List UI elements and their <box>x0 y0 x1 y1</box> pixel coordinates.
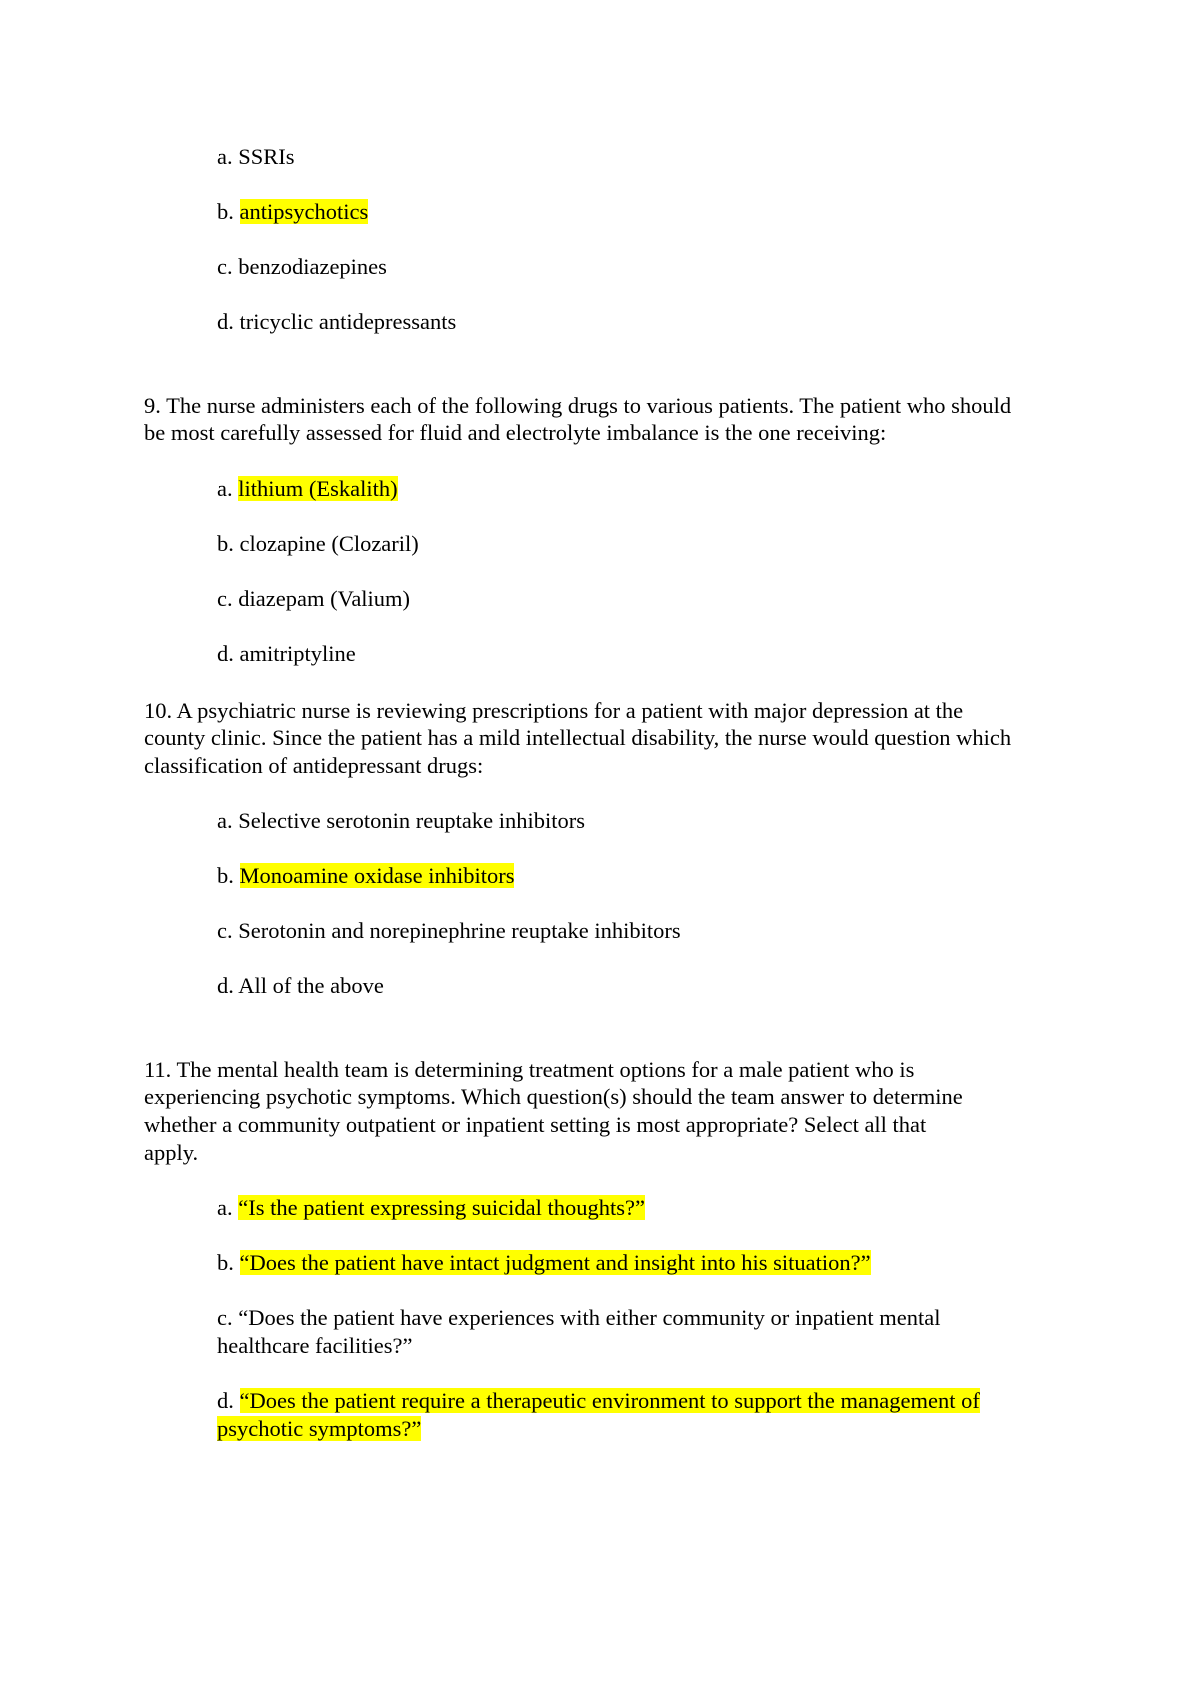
option-label: b. <box>217 1250 234 1275</box>
q8-option-d <box>217 308 456 336</box>
option-text: tricyclic antidepressants <box>239 309 457 334</box>
q11-stem-line-3: whether a community outpatient or inpatient setting is most appropriate? Select all that <box>144 1112 927 1137</box>
q11-option-d-line-2 <box>217 1415 421 1443</box>
q9-option-b <box>217 530 419 558</box>
q8-option-a <box>217 143 295 171</box>
highlighted-answer: Monoamine oxidase inhibitors <box>239 863 515 888</box>
option-text: amitriptyline <box>239 641 356 666</box>
option-text: clozapine (Clozaril) <box>239 531 419 556</box>
option-label: d. <box>217 309 234 334</box>
q9-option-c <box>217 585 410 613</box>
highlighted-answer: antipsychotics <box>239 199 369 224</box>
q11-option-c-line-2: healthcare facilities?” <box>217 1333 413 1358</box>
option-label: d. <box>217 973 234 998</box>
option-text: SSRIs <box>238 144 295 169</box>
q11-option-d-line-1 <box>217 1387 980 1415</box>
option-text: Selective serotonin reuptake inhibitors <box>238 808 586 833</box>
q11-option-a <box>217 1194 645 1222</box>
option-label: c. <box>217 918 233 943</box>
option-label: b. <box>217 531 234 556</box>
option-label: c. <box>217 254 233 279</box>
q10-option-a <box>217 807 585 835</box>
highlighted-answer: “Is the patient expressing suicidal thoughts?” <box>238 1195 646 1220</box>
option-label: a. <box>217 1195 233 1220</box>
highlighted-answer: “Does the patient require a therapeutic environment to support the management of <box>239 1388 980 1413</box>
highlighted-answer: lithium (Eskalith) <box>238 476 398 501</box>
option-text: Serotonin and norepinephrine reuptake inhibitors <box>238 918 681 943</box>
option-label: c. <box>217 1305 233 1330</box>
option-label: a. <box>217 476 233 501</box>
q10-option-b <box>217 862 514 890</box>
option-label: a. <box>217 808 233 833</box>
q10-option-c <box>217 917 681 945</box>
highlighted-answer: psychotic symptoms?” <box>217 1416 422 1441</box>
q11-stem-line-1: 11. The mental health team is determining treatment options for a male patient who is <box>144 1057 915 1082</box>
q11-option-c-line-1 <box>217 1304 941 1332</box>
q11-stem-line-4: apply. <box>144 1140 199 1165</box>
q9-option-a <box>217 475 398 503</box>
option-label: c. <box>217 586 233 611</box>
q8-option-b <box>217 198 368 226</box>
option-text: diazepam (Valium) <box>238 586 411 611</box>
option-text: benzodiazepines <box>238 254 387 279</box>
option-label: b. <box>217 199 234 224</box>
q10-option-d <box>217 972 384 1000</box>
option-text: All of the above <box>238 973 384 998</box>
option-label: d. <box>217 641 234 666</box>
q8-option-c <box>217 253 387 281</box>
q10-stem-line-1: 10. A psychiatric nurse is reviewing prescriptions for a patient with major depression at the <box>144 698 964 723</box>
q9-option-d <box>217 640 356 668</box>
option-text: “Does the patient have experiences with either community or inpatient mental <box>238 1305 941 1330</box>
option-label: d. <box>217 1388 234 1413</box>
q9-stem-line-1: 9. The nurse administers each of the following drugs to various patients. The patient who should <box>144 393 1012 418</box>
q11-option-b <box>217 1249 871 1277</box>
q10-stem-line-3: classification of antidepressant drugs: <box>144 753 484 778</box>
option-label: a. <box>217 144 233 169</box>
q11-stem-line-2: experiencing psychotic symptoms. Which question(s) should the team answer to determine <box>144 1084 963 1109</box>
q10-stem-line-2: county clinic. Since the patient has a mild intellectual disability, the nurse would question which <box>144 725 1012 750</box>
highlighted-answer: “Does the patient have intact judgment and insight into his situation?” <box>239 1250 871 1275</box>
q9-stem-line-2: be most carefully assessed for fluid and electrolyte imbalance is the one receiving: <box>144 420 887 445</box>
option-label: b. <box>217 863 234 888</box>
